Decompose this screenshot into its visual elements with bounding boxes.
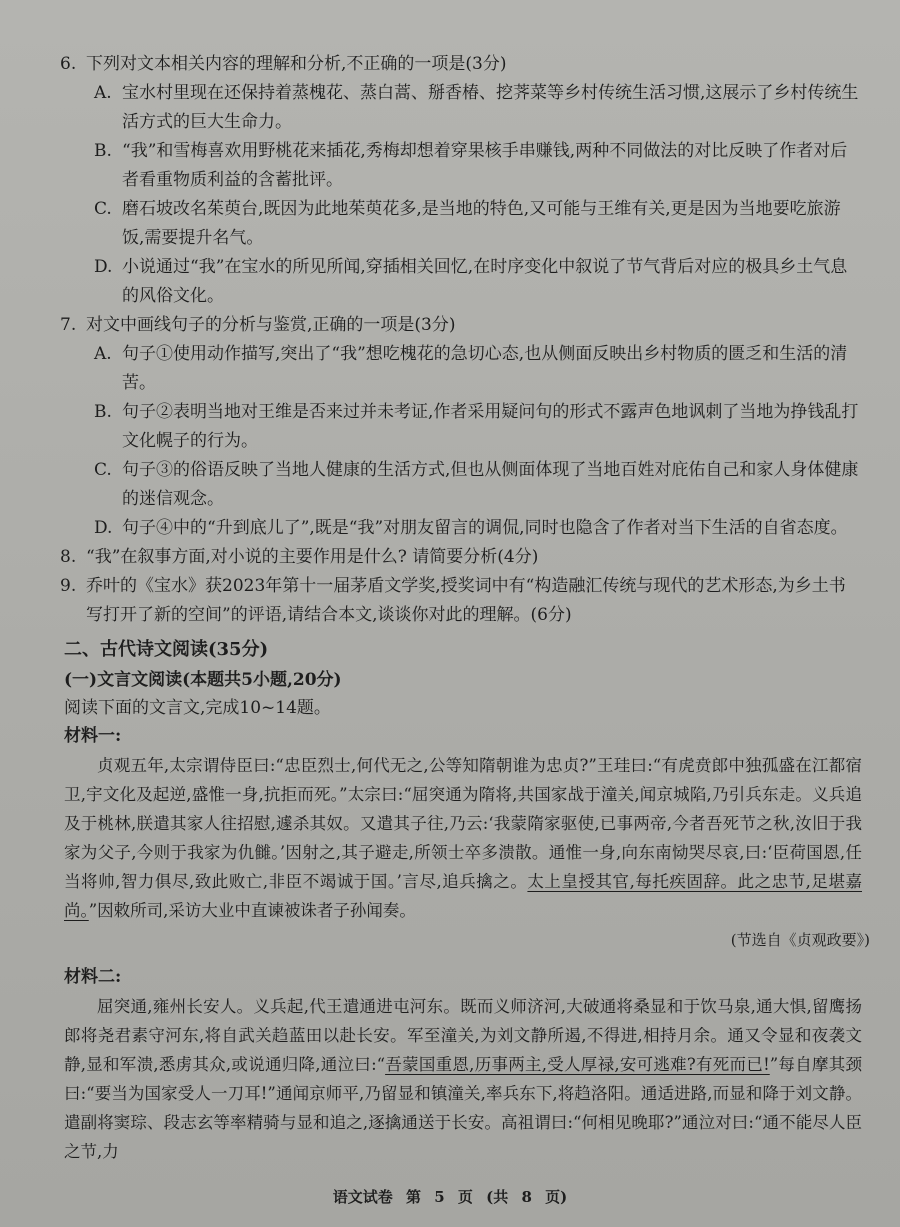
material-1-text: 贞观五年,太宗谓侍臣曰:“忠臣烈士,何代无之,公等知隋朝谁为忠贞?”王珪曰:“有虎贲郎中独孤盛在江都宿卫,宇文化及起逆,盛惟一身,抗拒而死。”太宗曰:“屈突通为隋将,共国家战于潼关,闻京城陷,乃引兵东走。义兵追及于桃林,朕遣其家人往招慰,遽杀其奴。又遣其子往,乃云:‘我蒙隋家驱使,已事两帝,今者吾死节之秋,汝旧于我家为父子,今则于我家为仇雠。’因射之,其子避走,所领士卒多溃散。通惟一身,向东南恸哭尽哀,曰:‘臣荷国恩,任当将帅,智力俱尽,致此败亡,非臣不竭诚于国。’言尽,追兵擒之。太上皇授其官,每托疾固辞。此之忠节,足堪嘉尚。”因敕所司,采访大业中直谏被诛者子孙闻奏。 (64, 756, 862, 920)
q7-option-a: A. 句子①使用动作描写,突出了“我”想吃槐花的急切心态,也从侧面反映出乡村物质的匮乏和生活的清苦。 (94, 344, 848, 393)
subsection-title: (一)文言文阅读(本题共5小题,20分) (64, 670, 342, 690)
question-8 (60, 543, 862, 572)
q7-option-c: C. 句子③的俗语反映了当地人健康的生活方式,但也从侧面体现了当地百姓对庇佑自己和家人身体健康的迷信观念。 (94, 460, 859, 509)
question-number: 6. (60, 54, 77, 74)
question-text: “我”在叙事方面,对小说的主要作用是什么? 请简要分析(4分) (86, 547, 539, 567)
section-title: 二、古代诗文阅读(35分) (64, 639, 269, 660)
material-1-source: (节选自《贞观政要》) (730, 931, 870, 949)
question-9 (60, 572, 862, 630)
question-stem: 对文中画线句子的分析与鉴赏,正确的一项是(3分) (86, 315, 456, 335)
q6-option-b: B. “我”和雪梅喜欢用野桃花来插花,秀梅却想着穿果核手串赚钱,两种不同做法的对比反映了作者对后者看重物质利益的含蓄批评。 (94, 141, 848, 190)
question-text: 乔叶的《宝水》获2023年第十一届茅盾文学奖,授奖词中有“构造融汇传统与现代的艺术形态,为乡土书写打开了新的空间”的评语,请结合本文,谈谈你对此的理解。(6分) (86, 576, 846, 625)
material-2-text: 屈突通,雍州长安人。义兵起,代王遣通进屯河东。既而义师济河,大破通将桑显和于饮马泉,通大惧,留鹰扬郎将尧君素守河东,将自武关趋蓝田以赴长安。军至潼关,为刘文静所遏,不得进,相持月余。通又令显和夜袭文静,显和军溃,悉虏其众,或说通归降,通泣曰:“吾蒙国重恩,历事两主,受人厚禄,安可逃难?有死而已!”每自摩其颈曰:“要当为国家受人一刀耳!”通闻京师平,乃留显和镇潼关,率兵东下,将趋洛阳。通适进路,而显和降于刘文静。遣副将窦琮、段志玄等率精骑与显和追之,逐擒通送于长安。高祖谓曰:“何相见晚耶?”通泣对曰:“通不能尽人臣之节,力 (64, 997, 863, 1161)
q6-option-c: C. 磨石坡改名茱萸台,既因为此地茱萸花多,是当地的特色,又可能与王维有关,更是因为当地要吃旅游饭,需要提升名气。 (94, 199, 841, 248)
material-2-heading: 材料二: (64, 967, 122, 987)
question-number: 9. (60, 576, 77, 596)
footer-subject: 语文试卷 (332, 1188, 393, 1206)
reading-instruction: 阅读下面的文言文,完成10~14题。 (64, 698, 331, 718)
material-1-heading: 材料一: (64, 726, 122, 746)
q7-option-b: B. 句子②表明当地对王维是否来过并未考证,作者采用疑问句的形式不露声色地讽刺了当地为挣钱乱打文化幌子的行为。 (94, 402, 859, 451)
q6-option-a: A. 宝水村里现在还保持着蒸槐花、蒸白蒿、掰香椿、挖荠菜等乡村传统生活习惯,这展示了乡村传统生活方式的巨大生命力。 (94, 83, 859, 132)
footer-total: (共 8 页) (486, 1188, 568, 1206)
footer-page: 第 5 页 (406, 1188, 473, 1206)
q6-option-d: D. 小说通过“我”在宝水的所见所闻,穿插相关回忆,在时序变化中叙说了节气背后对应的极具乡土气息的风俗文化。 (94, 257, 848, 306)
question-6 (60, 50, 862, 79)
q7-option-d: D. 句子④中的“升到底儿了”,既是“我”对朋友留言的调侃,同时也隐含了作者对当下生活的自省态度。 (94, 518, 848, 538)
question-stem: 下列对文本相关内容的理解和分析,不正确的一项是(3分) (86, 54, 507, 74)
question-7 (60, 311, 862, 340)
underlined-sentence: 吾蒙国重恩,历事两主,受人厚禄,安可逃难?有死而已! (385, 1055, 770, 1074)
question-number: 7. (60, 315, 77, 335)
question-number: 8. (60, 547, 77, 567)
underlined-sentence: 太上皇授其官,每托疾固辞。此之忠节,足堪嘉尚。 (64, 872, 862, 920)
page-footer (0, 1186, 900, 1207)
